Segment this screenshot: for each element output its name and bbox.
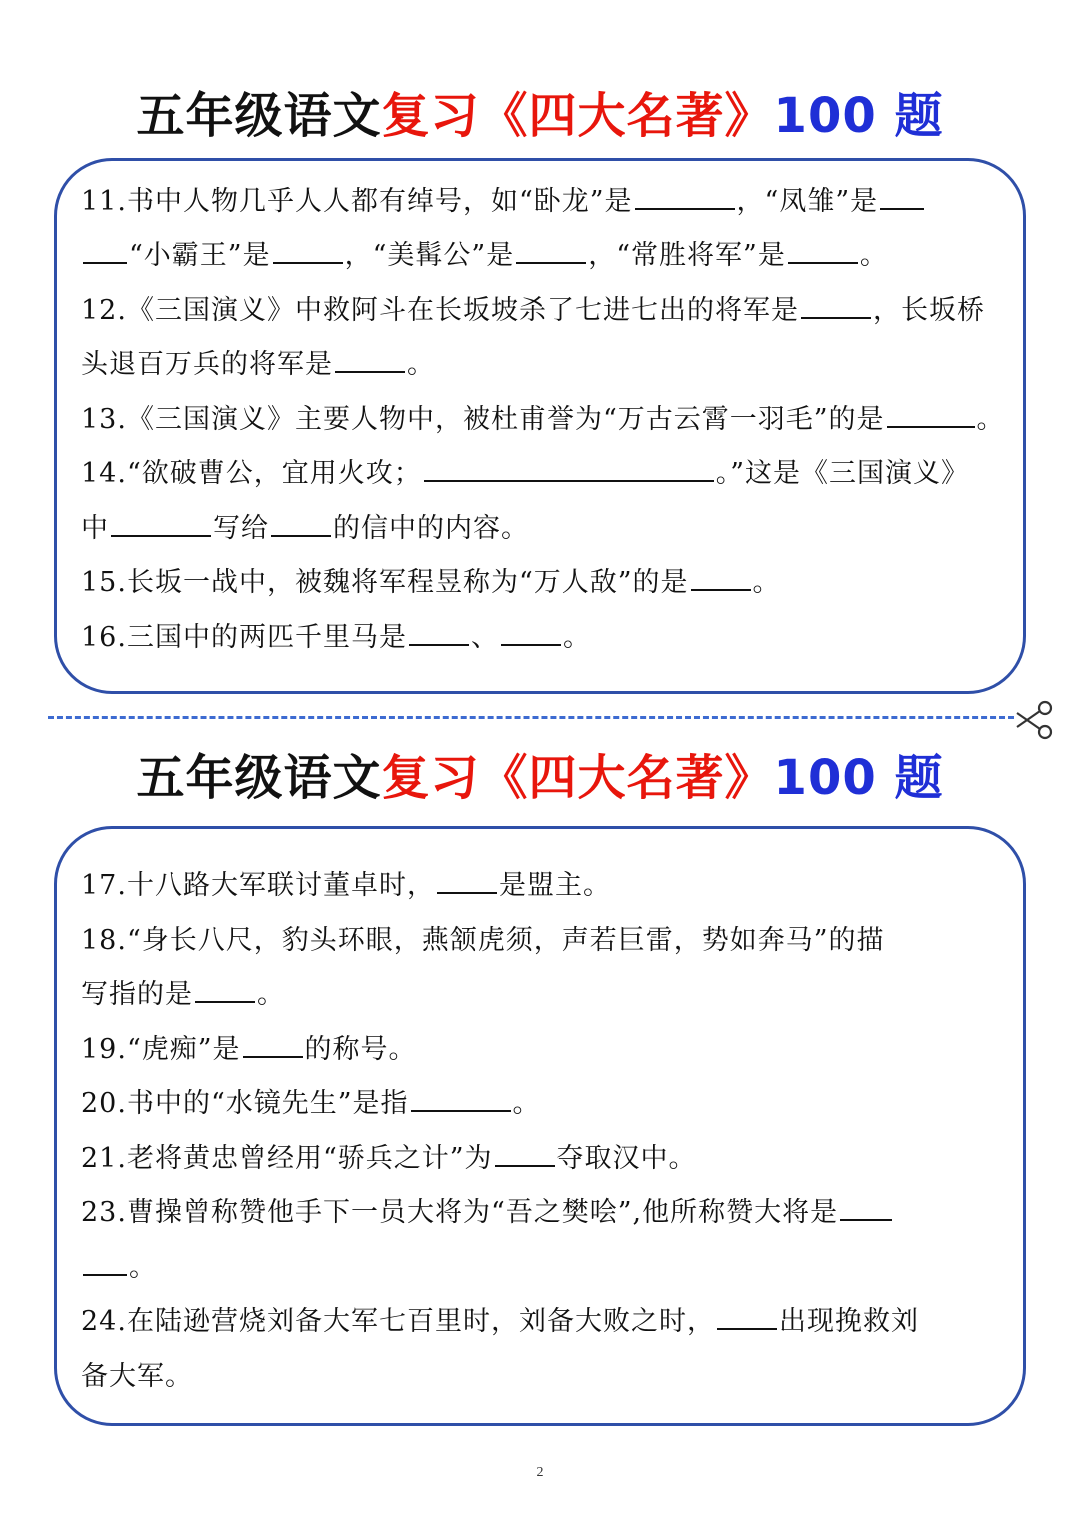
question-box-top (54, 158, 1026, 694)
question-text: 13.《三国演义》主要人物中，被杜甫誉为“万古云霄一羽毛”的是 (81, 404, 885, 435)
question-text: 15.长坂一战中，被魏将军程昱称为“万人敌”的是 (81, 567, 689, 598)
question-text: 出现挽救刘 (778, 1306, 919, 1337)
cut-line (48, 716, 1014, 719)
answer-blank[interactable] (111, 509, 211, 537)
question-text: 。 (976, 404, 1005, 435)
title-grade-subject: 五年级语文 (136, 88, 382, 144)
scissors-icon (1013, 697, 1059, 743)
answer-blank[interactable] (437, 866, 497, 894)
page-number: 2 (536, 1465, 544, 1480)
answer-blank[interactable] (887, 400, 975, 428)
question-text: 12.《三国演义》中救阿斗在长坂坡杀了七进七出的将军是 (81, 295, 799, 326)
question-text: ，长坂桥 (872, 295, 985, 326)
answer-blank[interactable] (516, 236, 586, 264)
question-text: 24.在陆逊营烧刘备大军七百里时，刘备大败之时， (81, 1306, 715, 1337)
question-text: 是盟主。 (498, 870, 611, 901)
question-11-line1 (81, 175, 1011, 230)
title-review-books: 复习《四大名著》 (381, 750, 774, 806)
question-24-line2 (81, 1350, 1011, 1405)
question-text: 17.十八路大军联讨董卓时， (81, 870, 435, 901)
question-15 (81, 556, 1011, 611)
question-text: 16.三国中的两匹千里马是 (81, 622, 407, 653)
answer-blank[interactable] (83, 1248, 127, 1276)
answer-blank[interactable] (801, 291, 871, 319)
question-text: 夺取汉中。 (556, 1143, 697, 1174)
question-text: 11.书中人物几乎人人都有绰号，如“卧龙”是 (81, 186, 633, 217)
question-text: 23.曹操曾称赞他手下一员大将为“吾之樊哙”,他所称赞大将是 (81, 1197, 839, 1228)
answer-blank[interactable] (83, 236, 127, 264)
question-text: 。”这是《三国演义》 (715, 458, 970, 489)
question-text: 。 (859, 240, 888, 271)
answer-blank[interactable] (409, 618, 469, 646)
title-grade-subject: 五年级语文 (136, 750, 382, 806)
question-text: 、 (470, 622, 499, 653)
answer-blank[interactable] (788, 236, 858, 264)
question-text: 的信中的内容。 (333, 513, 529, 544)
answer-blank[interactable] (424, 454, 714, 482)
question-text: 。 (257, 979, 285, 1010)
answer-blank[interactable] (273, 236, 343, 264)
question-23-line2 (81, 1241, 1011, 1296)
question-19 (81, 1023, 1011, 1078)
question-text: 写给 (213, 513, 269, 544)
question-14-line2 (81, 502, 1011, 557)
title-review-books: 复习《四大名著》 (381, 88, 774, 144)
question-21 (81, 1132, 1011, 1187)
answer-blank[interactable] (501, 618, 561, 646)
question-text: 。 (752, 567, 781, 598)
question-text: 18.“身长八尺，豹头环眼，燕颔虎须，声若巨雷，势如奔马”的描 (81, 925, 885, 956)
title-question-count: 100 题 (773, 750, 944, 806)
page-title-bottom (0, 748, 1080, 808)
question-14-line1 (81, 447, 1011, 502)
question-11-line2 (81, 229, 1011, 284)
answer-blank[interactable] (195, 975, 255, 1003)
question-text: 14.“欲破曹公，宜用火攻； (81, 458, 422, 489)
page-title-top (0, 86, 1080, 146)
question-text: 的称号。 (304, 1034, 417, 1065)
question-18-line1 (81, 914, 1011, 969)
answer-blank[interactable] (271, 509, 331, 537)
answer-blank[interactable] (691, 563, 751, 591)
question-text: 19.“虎痴”是 (81, 1034, 241, 1065)
answer-blank[interactable] (335, 345, 405, 373)
question-13 (81, 393, 1011, 448)
question-18-line2 (81, 968, 1011, 1023)
question-text: ，“凤雏”是 (736, 186, 879, 217)
question-text: 写指的是 (81, 979, 193, 1010)
question-text: ，“常胜将军”是 (588, 240, 786, 271)
answer-blank[interactable] (840, 1193, 892, 1221)
answer-blank[interactable] (717, 1302, 777, 1330)
question-text: 20.书中的“水镜先生”是指 (81, 1088, 409, 1119)
question-text: 头退百万兵的将军是 (81, 349, 333, 380)
answer-blank[interactable] (411, 1084, 511, 1112)
question-text: 。 (407, 349, 435, 380)
answer-blank[interactable] (880, 182, 924, 210)
title-question-count: 100 题 (773, 88, 944, 144)
question-text: “小霸王”是 (129, 240, 271, 271)
question-20 (81, 1077, 1011, 1132)
question-text: 。 (512, 1088, 541, 1119)
question-24-line1 (81, 1295, 1011, 1350)
question-23-line1 (81, 1186, 1011, 1241)
answer-blank[interactable] (243, 1030, 303, 1058)
answer-blank[interactable] (495, 1139, 555, 1167)
question-text: 。 (129, 1252, 157, 1283)
answer-blank[interactable] (635, 182, 735, 210)
question-text: 21.老将黄忠曾经用“骄兵之计”为 (81, 1143, 493, 1174)
question-17 (81, 859, 1011, 914)
question-16 (81, 611, 1011, 666)
question-box-bottom (54, 826, 1026, 1426)
question-12-line1 (81, 284, 1011, 339)
question-12-line2 (81, 338, 1011, 393)
question-text: 。 (562, 622, 591, 653)
question-text: ，“美髯公”是 (344, 240, 515, 271)
question-text: 备大军。 (81, 1361, 193, 1392)
question-text: 中 (81, 513, 109, 544)
